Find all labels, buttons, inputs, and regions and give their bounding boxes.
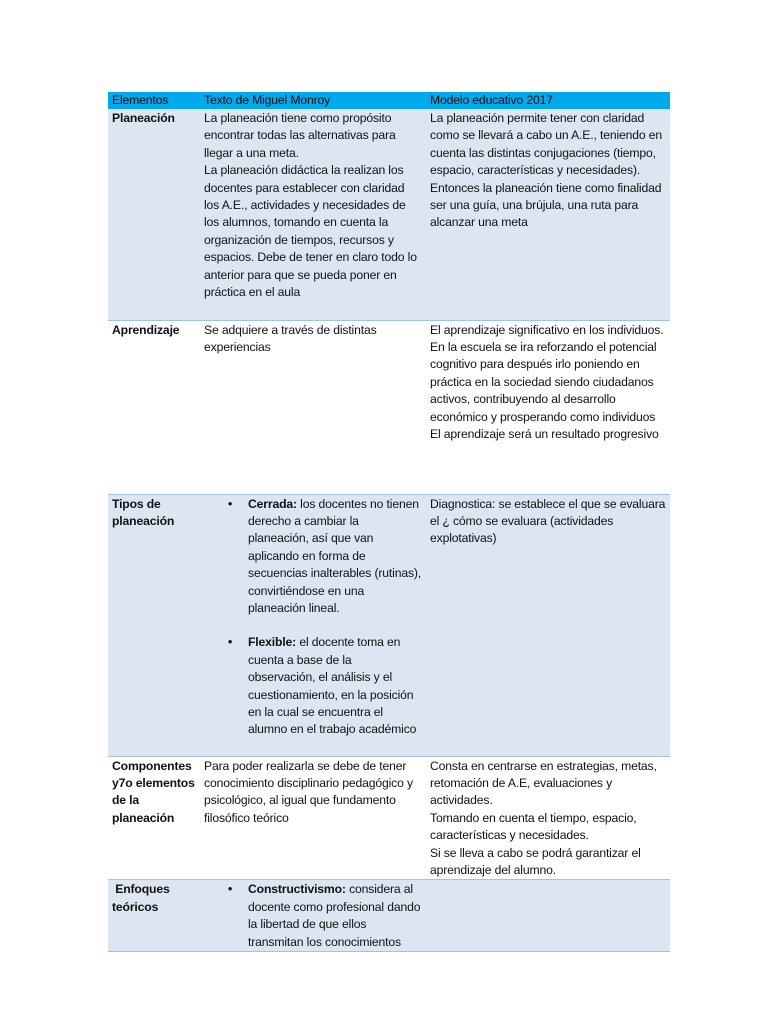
bullet-list [204, 496, 422, 739]
table-row-aprendizaje [108, 320, 670, 494]
header-monroy: Texto de Miguel Monroy [200, 92, 426, 109]
header-elementos: Elementos [108, 92, 200, 109]
term-label: Flexible: [248, 635, 297, 650]
list-item [228, 496, 422, 618]
header-modelo: Modelo educativo 2017 [426, 92, 670, 109]
paragraph: Se adquiere a través de distintas experiencias [204, 322, 377, 354]
paragraph: Entonces la planeación tiene como finalidad ser una guía, una brújula, una ruta para alcanzar una meta [430, 180, 662, 230]
paragraph: Consta en centrarse en estrategias, metas, retomación de A.E, evaluaciones y actividades. [430, 758, 657, 808]
table-row-componentes [108, 756, 670, 880]
bullet-icon: • [228, 882, 233, 897]
paragraph: El aprendizaje significativo en los individuos. [430, 322, 664, 337]
list-item [228, 634, 422, 738]
paragraph: Si se lleva a cabo se podrá garantizar el aprendizaje del alumno. [430, 845, 641, 877]
bullet-list [204, 881, 422, 951]
cell-modelo-tipos [426, 494, 670, 756]
row-label-tipos: Tipos de planeación [108, 494, 200, 756]
cell-modelo-componentes [426, 756, 670, 880]
cell-modelo-enfoques [426, 880, 670, 952]
paragraph: La planeación tiene como propósito encontrar todas las alternativas para llegar a una meta. [204, 111, 396, 160]
term-label: Cerrada: [248, 496, 297, 511]
cell-monroy-componentes [200, 756, 426, 880]
table-row-enfoques [108, 880, 670, 952]
paragraph: La planeación permite tener con claridad como se llevará a cabo un A.E., teniendo en cuenta las distintas conjugaciones (tiempo, espacio, características y necesidades). [430, 111, 663, 178]
comparison-table [108, 92, 670, 952]
table-row-tipos [108, 494, 670, 756]
term-description: considera al docente como profesional dando la libertad de que ellos transmitan los conocimientos [248, 882, 421, 949]
cell-monroy-tipos [200, 494, 426, 756]
paragraph: Para poder realizarla se debe de tener conocimiento disciplinario pedagógico y psicológico, al igual que fundamento filosófico teórico [204, 758, 413, 825]
paragraph: Diagnostica: se establece el que se evaluara el ¿ cómo se evaluara (actividades explotativas) [430, 496, 666, 546]
paragraph: Tomando en cuenta el tiempo, espacio, características y necesidades. [430, 810, 637, 843]
row-label-planeacion: Planeación [108, 109, 200, 320]
cell-monroy-planeacion [200, 109, 426, 320]
paragraph: El aprendizaje será un resultado progresivo [430, 426, 659, 441]
list-item [228, 881, 422, 951]
term-description: los docentes no tienen derecho a cambiar la planeación, así que van aplicando en forma de secuencias inalterables (rutinas), convirtiéndose en una planeación lineal. [248, 496, 422, 615]
row-label-enfoques: Enfoques teóricos [108, 880, 200, 952]
term-description: el docente toma en cuenta a base de la observación, el análisis y el cuestionamiento, en la posición en la cual se encuentra el alumno en el trabajo académico [248, 635, 417, 737]
table-row-planeacion [108, 109, 670, 320]
bullet-icon: • [228, 635, 233, 650]
term-label: Constructivismo: [248, 882, 346, 897]
cell-monroy-enfoques [200, 880, 426, 952]
cell-monroy-aprendizaje [200, 320, 426, 494]
paragraph: En la escuela se ira reforzando el potencial cognitivo para después irlo poniendo en práctica en la sociedad siendo ciudadanos activos, contribuyendo al desarrollo económico y prosperando como individuos [430, 339, 657, 424]
cell-modelo-aprendizaje [426, 320, 670, 494]
bullet-icon: • [228, 496, 233, 511]
row-label-componentes: Componentes y7o elementos de la planeación [108, 756, 200, 880]
row-label-aprendizaje: Aprendizaje [108, 320, 200, 494]
paragraph: La planeación didáctica la realizan los docentes para establecer con claridad los A.E., actividades y necesidades de los alumnos, tomando en cuenta la organización de tiempos, recursos y espacios. Debe de tener en claro todo lo anterior para que se pueda poner en práctica en el aula [204, 163, 417, 300]
cell-modelo-planeacion [426, 109, 670, 320]
header-row [108, 92, 670, 109]
